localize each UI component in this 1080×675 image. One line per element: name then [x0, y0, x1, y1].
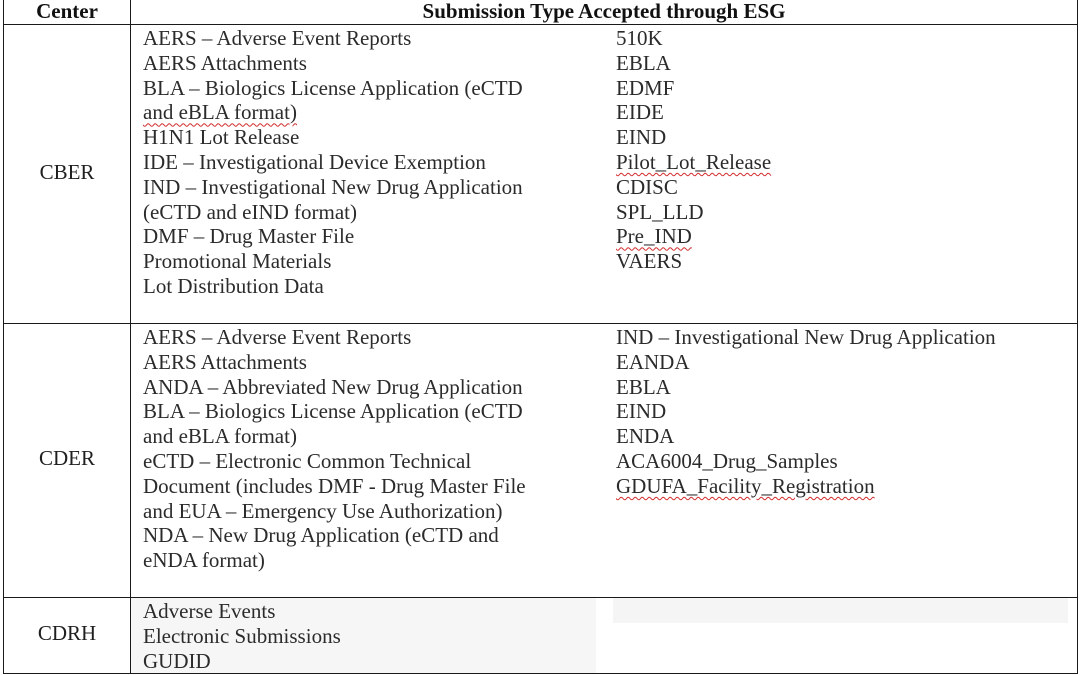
table-row-cdrh: [4, 598, 1078, 674]
list-item: EIDE: [616, 100, 664, 125]
table-row-cder: [4, 324, 1078, 598]
spellcheck-word: GDUFA_Facility_Registration: [616, 473, 875, 498]
list-item: AERS – Adverse Event Reports: [143, 26, 412, 50]
list-item: EIND: [616, 125, 667, 150]
list-item: Promotional Materials: [143, 249, 332, 274]
header-row: [4, 0, 1078, 25]
submission-list-right: [616, 325, 1077, 573]
list-item: ANDA – Abbreviated New Drug Application: [143, 374, 523, 399]
esg-submission-types-table: [3, 0, 1078, 674]
list-item: EANDA: [616, 349, 690, 374]
center-name: CBER: [39, 159, 95, 184]
submission-list-right: [616, 26, 1077, 299]
list-item: [616, 224, 1077, 249]
list-item: DMF – Drug Master File: [143, 224, 355, 249]
submission-types-cell: [131, 324, 1078, 598]
list-item: (eCTD and eIND format): [143, 199, 357, 224]
list-item: ENDA: [616, 424, 675, 449]
submission-types-cell: [131, 598, 1078, 674]
center-cell: [4, 25, 131, 324]
list-item: BLA – Biologics License Application (eCTD: [143, 75, 523, 100]
list-item: and eBLA format): [143, 424, 297, 449]
list-item: eNDA format): [143, 548, 265, 573]
list-item: EIND: [616, 399, 667, 424]
center-cell: [4, 598, 131, 674]
list-item: AERS Attachments: [143, 50, 307, 75]
list-item: GUDID: [143, 648, 211, 673]
header-submission-types: Submission Type Accepted through ESG: [131, 0, 1078, 25]
list-item: Lot Distribution Data: [143, 273, 324, 298]
list-item: IND – Investigational New Drug Application: [143, 174, 523, 199]
list-item: NDA – New Drug Application (eCTD and: [143, 523, 499, 548]
spellcheck-word: Pilot_Lot_Release: [616, 149, 772, 174]
list-item: EDMF: [616, 75, 675, 100]
list-item: Electronic Submissions: [143, 623, 341, 648]
list-item: [616, 150, 1077, 175]
list-item: eCTD – Electronic Common Technical: [143, 448, 472, 473]
list-item: IDE – Investigational Device Exemption: [143, 149, 486, 174]
list-item: BLA – Biologics License Application (eCTD: [143, 399, 523, 424]
list-item: [616, 474, 1077, 499]
list-item: [143, 100, 616, 125]
list-item: Adverse Events: [143, 599, 276, 623]
list-item: AERS Attachments: [143, 349, 307, 374]
list-item: CDISC: [616, 174, 678, 199]
list-item: IND – Investigational New Drug Application: [616, 325, 996, 349]
list-item: SPL_LLD: [616, 199, 704, 224]
list-item: EBLA: [616, 50, 671, 75]
spellcheck-word: and eBLA format): [143, 100, 297, 125]
list-item: ACA6004_Drug_Samples: [616, 448, 838, 473]
spellcheck-word: Pre_IND: [616, 224, 692, 249]
submission-list-left: [143, 325, 616, 573]
submission-list-left: [143, 26, 616, 299]
submission-list-right: [616, 599, 1077, 673]
list-item: Document (includes DMF - Drug Master File: [143, 473, 526, 498]
list-item: and EUA – Emergency Use Authorization): [143, 498, 503, 523]
center-name: CDER: [38, 446, 95, 470]
center-cell: [4, 324, 131, 598]
submission-list-left: [143, 599, 616, 673]
list-item: 510K: [616, 26, 663, 50]
list-item: EBLA: [616, 374, 671, 399]
submission-types-cell: [131, 25, 1078, 324]
table-row-cber: [4, 25, 1078, 324]
list-item: AERS – Adverse Event Reports: [143, 325, 412, 349]
list-item: VAERS: [616, 249, 683, 274]
header-center: Center: [4, 0, 131, 25]
list-item: H1N1 Lot Release: [143, 125, 300, 150]
center-name: CDRH: [37, 621, 97, 646]
